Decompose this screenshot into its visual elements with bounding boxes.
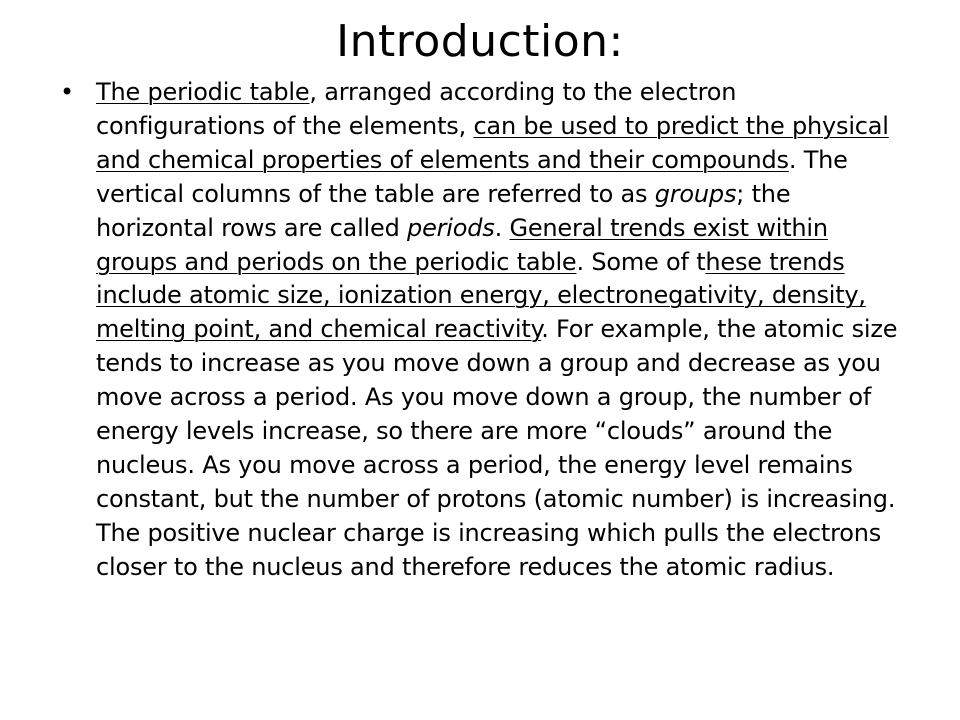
text-run-predict-properties: can be used to predict the physical and chemical properties of elements and their compounds xyxy=(96,111,889,174)
text-run: . The vertical columns of the table are referred to as xyxy=(96,145,848,208)
text-run-trends-list: hese trends include atomic size, ionization energy, electronegativity, density, melting point, and chemical reactivity xyxy=(96,247,866,344)
slide-title: Introduction: xyxy=(336,16,624,67)
text-run: . Some of t xyxy=(576,247,706,276)
text-run-general-trends: General trends exist within groups and periods on the periodic table xyxy=(96,213,828,276)
text-run: ; the horizontal rows are called xyxy=(96,179,791,242)
bullet-list xyxy=(58,76,908,585)
text-run: , arranged according to the electron configurations of the elements, xyxy=(96,78,737,140)
text-run-periods: periods xyxy=(407,213,495,242)
bullet-item xyxy=(58,76,908,585)
text-run-periodic-table: The periodic table xyxy=(96,78,310,106)
text-run: . For example, the atomic size tends to increase as you move down a group and decrease as you move across a period. As you move down a group, the number of energy levels increase, so there are more “clouds” around the nucleus. As you move across a period, the energy level remains constant, but the number of protons (atomic number) is increasing. The positive nuclear charge is increasing which pulls the electrons closer to the nucleus and therefore reduces the atomic radius. xyxy=(96,315,898,581)
intro-paragraph xyxy=(96,78,897,581)
bullet-icon: • xyxy=(60,78,74,106)
text-run: . xyxy=(494,213,510,242)
text-run-groups: groups xyxy=(654,179,737,208)
